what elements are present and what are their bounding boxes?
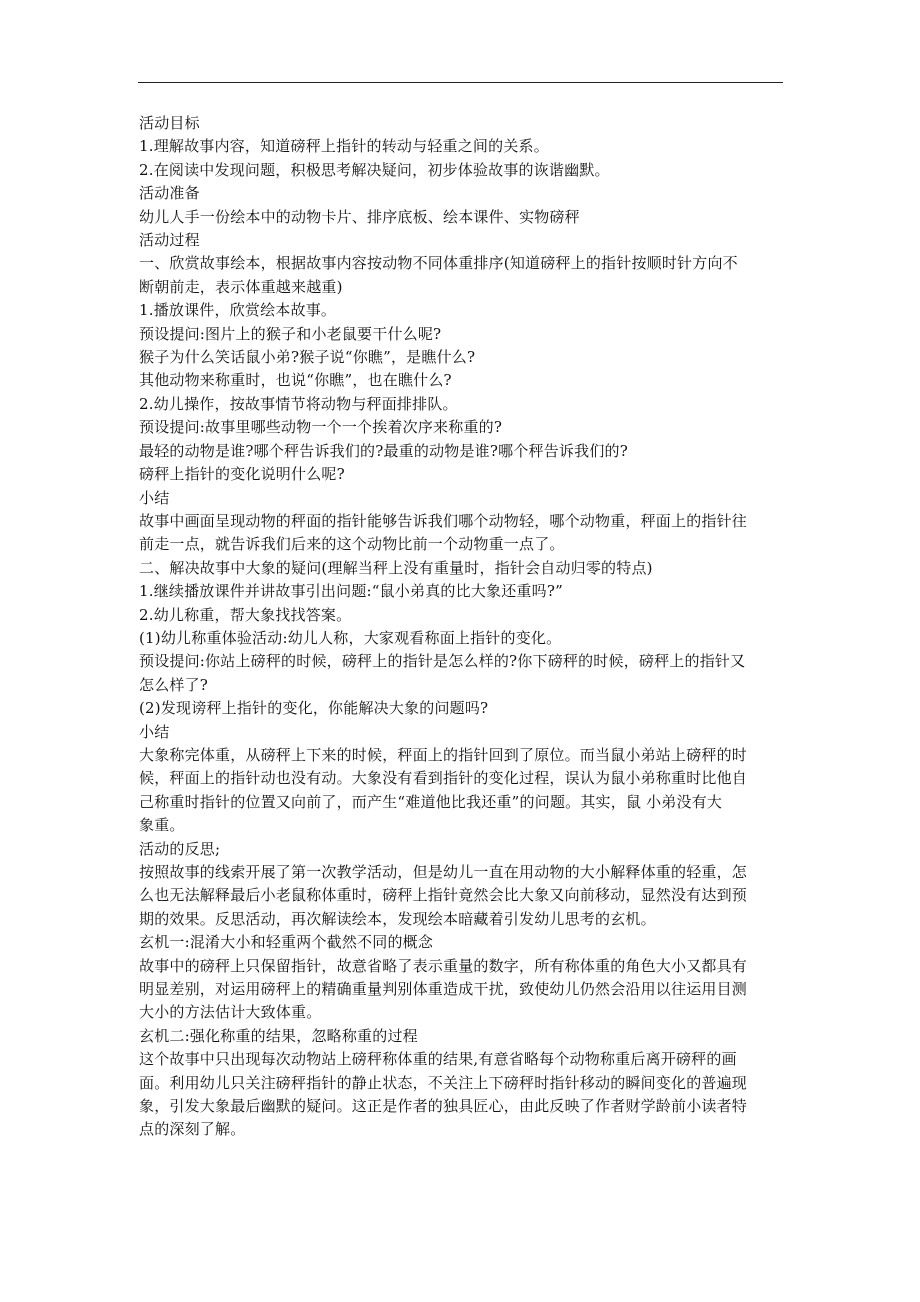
text-line: 大象称完体重，从磅秤上下来的时候，秤面上的指针回到了原位。而当鼠小弟站上磅秤的时 [139,745,748,764]
text-line: 最轻的动物是谁?哪个秤告诉我们的?最重的动物是谁?哪个秤告诉我们的? [139,441,628,460]
text-line: 磅秤上指针的变化说明什么呢? [139,465,345,484]
text-line: 点的深刻了解。 [139,1120,246,1139]
text-line: 怎么样了? [139,675,209,694]
text-line: (1)幼儿称重体验活动:幼儿人称，大家观看称面上指针的变化。 [139,628,562,647]
text-line: 己称重时指针的位置又向前了，而产生“难道他比我还重”的问题。其实，鼠 小弟没有大 [139,792,723,811]
text-line: 明显差别，对运用磅秤上的精确重量判别体重造成干扰，致使幼儿仍然会沿用以往运用目测 [139,980,748,999]
text-line: 猴子为什么笑话鼠小弟?猴子说“你瞧”，是瞧什么? [139,348,476,367]
text-line: 小结 [139,722,170,741]
text-line: 一、欣赏故事绘本，根据故事内容按动物不同体重排序(知道磅秤上的指针按顺时针方向不 [139,254,738,273]
text-line: 故事中画面呈现动物的秤面的指针能够告诉我们哪个动物轻，哪个动物重，秤面上的指针往 [139,511,748,530]
text-line: 前走一点，就告诉我们后来的这个动物比前一个动物重一点了。 [139,535,565,554]
text-line: 期的效果。反思活动，再次解读绘本，发现绘本暗藏着引发幼儿思考的玄机。 [139,909,656,928]
text-line: 这个故事中只出现每次动物站上磅秤称体重的结果,有意省略每个动物称重后离开磅秤的画 [139,1050,737,1069]
text-line: 故事中的磅秤上只保留指针，故意省略了表示重量的数字，所有称体重的角色大小又都具有 [139,956,748,975]
text-line: 断朝前走，表示体重越来越重) [139,277,343,296]
text-line: 面。利用幼儿只关注磅秤指针的静止状态，不关注上下磅秤时指针移动的瞬间变化的普遍现 [139,1073,748,1092]
text-line: 象重。 [139,816,185,835]
text-line: 预设提问:你站上磅秤的时候，磅秤上的指针是怎么样的?你下磅秤的时候，磅秤上的指针又 [139,652,746,671]
text-line: 么也无法解释最后小老鼠称体重时，磅秤上指针竟然会比大象又向前移动，显然没有达到预 [139,886,748,905]
document-body [139,112,784,1142]
text-line: 幼儿人手一份绘本中的动物卡片、排序底板、绘本课件、实物磅秤 [139,207,580,226]
text-line: 2.在阅读中发现问题，积极思考解决疑问，初步体验故事的诙谐幽默。 [139,160,610,179]
text-line: (2)发现谤秤上指针的变化，你能解决大象的问题吗? [139,699,489,718]
text-line: 大小的方法估计大致体重。 [139,1003,322,1022]
text-line: 象，引发大象最后幽默的疑问。这正是作者的独具匠心，由此反映了作者财学龄前小读者特 [139,1097,748,1116]
text-line: 玄机二:强化称重的结果，忽略称重的过程 [139,1026,418,1045]
text-line: 2.幼儿操作，按故事情节将动物与秤面排排队。 [139,394,458,413]
text-line: 1.继续播放课件并讲故事引出问题:“鼠小弟真的比大象还重吗?” [139,582,563,601]
text-line: 预设提问:故事里哪些动物一个一个挨着次序来称重的? [139,418,503,437]
text-line: 按照故事的线索开展了第一次教学活动，但是幼儿一直在用动物的大小解释体重的轻重，怎 [139,863,748,881]
text-line: 2.幼儿称重，帮大象找找答案。 [139,605,352,624]
text-line: 1.理解故事内容，知道磅秤上指针的转动与轻重之间的关系。 [139,137,549,156]
text-line: 玄机一:混淆大小和轻重两个截然不同的概念 [139,933,434,952]
text-line: 其他动物来称重时，也说“你瞧”，也在瞧什么? [139,371,452,390]
text-line: 二、解决故事中大象的疑问(理解当秤上没有重量时，指针会自动归零的特点) [139,558,653,577]
text-line: 预设提问:图片上的猴子和小老鼠要干什么呢? [139,324,442,343]
header-rule [138,82,783,83]
text-line: 活动目标 [139,114,200,132]
text-line: 活动过程 [139,231,200,250]
text-line: 1.播放课件，欣赏绘本故事。 [139,301,337,320]
text-line: 活动的反思; [139,839,221,858]
text-line: 候，秤面上的指针动也没有动。大象没有看到指针的变化过程，误认为鼠小弟称重时比他自 [139,769,748,788]
text-line: 小结 [139,488,170,507]
text-line: 活动准备 [139,184,200,203]
